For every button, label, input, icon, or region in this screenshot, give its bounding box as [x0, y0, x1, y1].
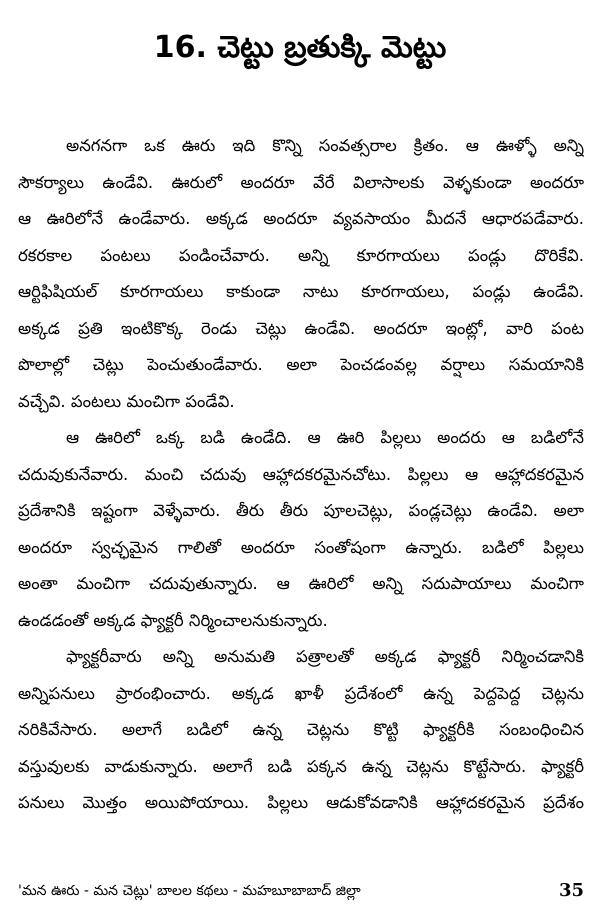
paragraph-line: అనగనగా ఒక ఊరు ఇది కొన్ని సంవత్సరాల క్రితం. ఆ ఊళ్ళో అన్ని — [66, 136, 584, 155]
paragraph-line: అన్నిపనులు ప్రారంభించారు. అక్కడ ఖాళీ ప్రదేశంలో ఉన్న పెద్దపెద్ద చెట్లను — [18, 683, 584, 703]
paragraph-line: ఉండడంతో అక్కడ ఫ్యాక్టరీ నిర్మించాలనుకున్నారు. — [18, 610, 328, 630]
paragraph-line: ఆ ఊరిలో ఒక్క బడి ఉండేది. ఆ ఊరి పిల్లలు అందరు ఆ బడిలోనే — [66, 428, 584, 447]
paragraph-line: ఫ్యాక్టరీవారు అన్ని అనుమతి పత్రాలతో అక్కడ ఫ్యాక్టరీ నిర్మించడానికి — [66, 647, 584, 666]
page-footer — [18, 878, 584, 904]
paragraph-line: పొలాల్లో చెట్లు పెంచుతుండేవారు. అలా పెంచడంవల్ల వర్షాలు సమయానికి — [18, 355, 584, 374]
paragraph-line: చదువుకునేవారు. మంచి చదువు ఆహ్లాదకరమైనచోటు. పిల్లలు ఆ ఆహ్లాదకరమైన — [18, 464, 584, 484]
paragraph-line: వచ్చేవి. పంటలు మంచిగా పండేవి. — [18, 391, 235, 411]
paragraph-line: నరికివేసారు. అలాగే బడిలో ఉన్న చెట్లను కొట్టి ఫ్యాక్టరీకి సంబంధించిన — [18, 720, 584, 739]
paragraph-line: ప్రదేశానికి ఇష్టంగా వెళ్ళేవారు. తీరు తీరు పూలచెట్లు, పండ్లచెట్లు ఉండేవి. అలా — [18, 501, 584, 520]
page-title: 16. చెట్టు బ్రతుక్కి మెట్టు — [153, 30, 447, 65]
paragraph-line: ఆర్టిఫిషియల్ కూరగాయలు కాకుండా నాటు కూరగాయలు, పండ్లు ఉండేవి. — [18, 282, 584, 301]
paragraph-line: పనులు మొత్తం అయిపోయాయి. పిల్లలు ఆడుకోవడానికి ఆహ్లాదకరమైన ప్రదేశం — [18, 793, 584, 812]
paragraph-line: వస్తువులకు వాడుకున్నారు. అలాగే బడి పక్కన ఉన్న చెట్లను కొట్టేసారు. ఫ్యాక్టరీ — [18, 756, 584, 776]
story-text — [18, 128, 584, 822]
paragraph-line: అంతా మంచిగా చదువుతున్నారు. ఆ ఊరిలో అన్ని సదుపాయాలు మంచిగా — [18, 574, 584, 593]
page-number: 35 — [558, 880, 584, 901]
paragraph-line: రకరకాల పంటలు పండించేవారు. అన్ని కూరగాయలు పండ్లు దొరికేవి. — [18, 245, 584, 265]
paragraph-line: అక్కడ ప్రతి ఇంటికొక్క రెండు చెట్లు ఉండేవి. అందరూ ఇంట్లో, వారి పంట — [18, 318, 584, 338]
paragraph-line: అందరూ స్వచ్ఛమైన గాలితో అందరూ సంతోషంగా ఉన్నారు. బడిలో పిల్లలు — [18, 537, 584, 557]
paragraph-line: ఆ ఊరిలోనే ఉండేవారు. అక్కడ అందరూ వ్యవసాయం మీదనే ఆధారపడేవారు. — [18, 209, 584, 228]
paragraph-line: సౌకర్యాలు ఉండేవి. ఊరులో అందరూ వేరే విలాసాలకు వెళ్ళకుండా అందరూ — [18, 172, 584, 192]
footer-book-title: 'మన ఊరు - మన చెట్లు' బాలల కథలు - మహబూబాబాద్ జిల్లా — [18, 883, 361, 899]
